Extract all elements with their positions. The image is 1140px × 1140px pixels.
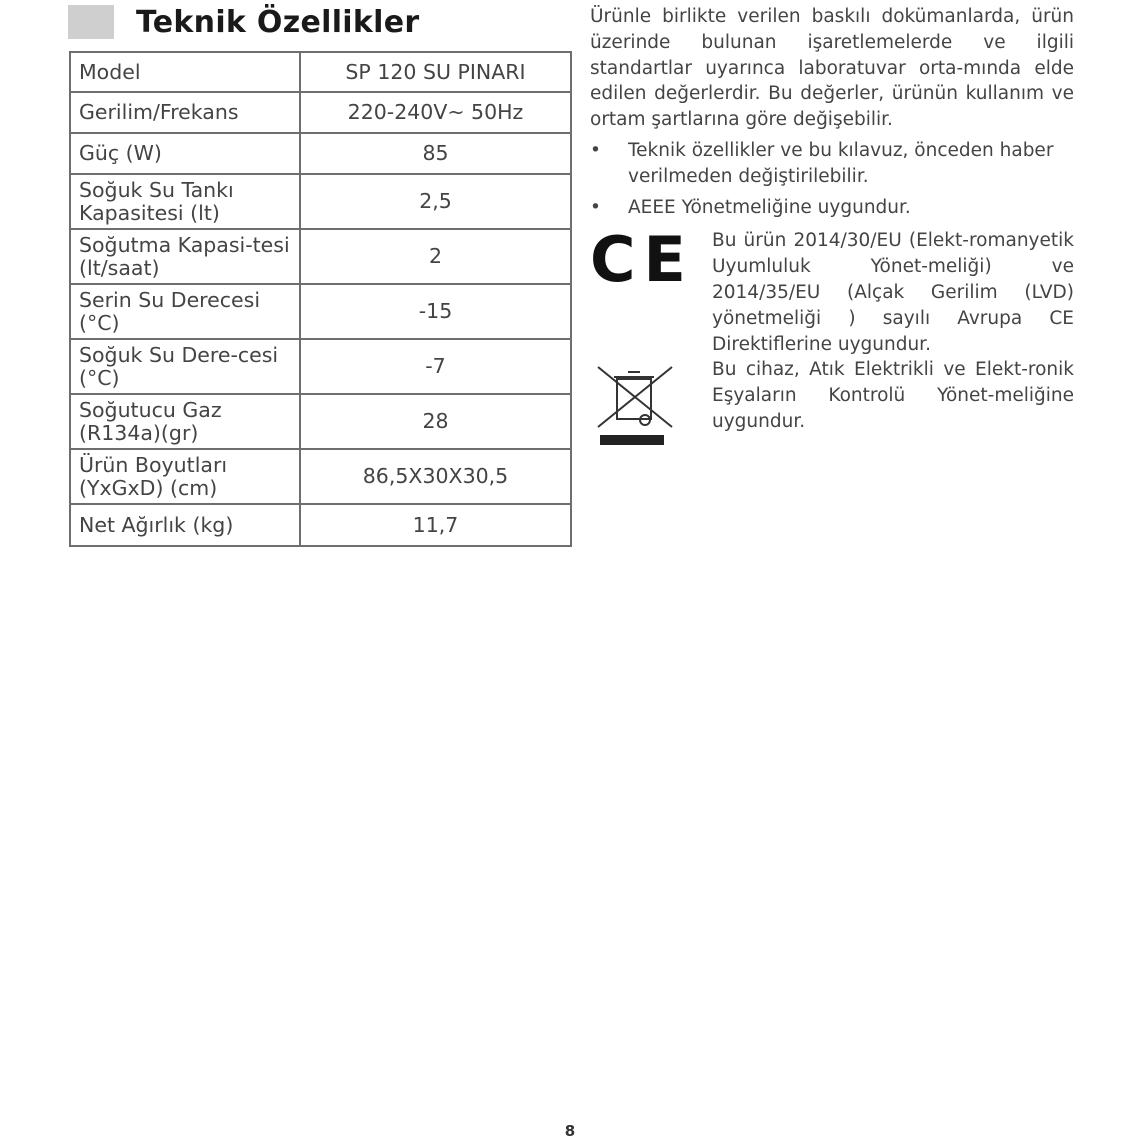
ce-text: Bu ürün 2014/30/EU (Elekt-romanyetik Uyumluluk Yönet-meliği) ve 2014/35/EU (Alçak Gerilim (LVD) yönetmeliği ) sayılı Avrupa CE Direktiflerine uygundur. — [712, 230, 1074, 355]
list-item-text: Teknik özellikler ve bu kılavuz, önceden haber verilmeden değiştirilebilir. — [628, 139, 1054, 187]
spec-value: 11,7 — [300, 504, 571, 546]
spec-value: 220-240V~ 50Hz — [300, 92, 571, 133]
table-row — [70, 92, 571, 133]
list-item-text: AEEE Yönetmeliğine uygundur. — [628, 196, 911, 218]
spec-value: -15 — [300, 284, 571, 339]
spec-value: SP 120 SU PINARI — [300, 52, 571, 92]
ce-mark-icon: CE — [590, 223, 694, 297]
spec-label: Soğuk Su Tankı Kapasitesi (lt) — [70, 174, 300, 229]
spec-label: Net Ağırlık (kg) — [70, 504, 300, 546]
spec-value: 28 — [300, 394, 571, 449]
notes-list — [590, 138, 1074, 220]
table-row — [70, 504, 571, 546]
spec-label: Soğutma Kapasi-tesi (lt/saat) — [70, 229, 300, 284]
spec-value: 86,5X30X30,5 — [300, 449, 571, 504]
weee-compliance — [590, 357, 1074, 457]
spec-value: 85 — [300, 133, 571, 174]
ce-compliance — [590, 223, 1074, 357]
table-row — [70, 174, 571, 229]
weee-crossed-bin-icon — [590, 357, 712, 457]
table-row — [70, 284, 571, 339]
section-header — [68, 4, 419, 40]
spec-label: Soğutucu Gaz (R134a)(gr) — [70, 394, 300, 449]
spec-label: Gerilim/Frekans — [70, 92, 300, 133]
intro-paragraph: Ürünle birlikte verilen baskılı dokümanlarda, ürün üzerinde bulunan işaretlemelerde ve ilgili standartlar uyarınca laboratuvar orta-mında elde edilen değerlerdir. Bu değerler, ürünün kullanım ve ortam şartlarına göre değişebilir. — [590, 6, 1074, 131]
spec-value: 2,5 — [300, 174, 571, 229]
weee-text: Bu cihaz, Atık Elektrikli ve Elekt-ronik Eşyaların Kontrolü Yönet-meliğine uygundur. — [712, 359, 1074, 432]
spec-table — [69, 51, 572, 547]
spec-label: Soğuk Su Dere-cesi (°C) — [70, 339, 300, 394]
table-row — [70, 133, 571, 174]
spec-label: Güç (W) — [70, 133, 300, 174]
spec-label: Ürün Boyutları (YxGxD) (cm) — [70, 449, 300, 504]
spec-value: 2 — [300, 229, 571, 284]
title-marker — [68, 5, 114, 39]
list-item — [590, 138, 1074, 190]
bullet-icon: • — [590, 139, 601, 161]
table-row — [70, 229, 571, 284]
page-number: 8 — [564, 1122, 576, 1140]
spec-label: Serin Su Derecesi (°C) — [70, 284, 300, 339]
list-item — [590, 195, 1074, 221]
spec-label: Model — [70, 52, 300, 92]
bullet-icon: • — [590, 196, 601, 218]
table-row — [70, 52, 571, 92]
table-row — [70, 394, 571, 449]
table-row — [70, 339, 571, 394]
notes-column — [590, 4, 1074, 457]
page-title: Teknik Özellikler — [136, 4, 420, 40]
spec-value: -7 — [300, 339, 571, 394]
table-row — [70, 449, 571, 504]
